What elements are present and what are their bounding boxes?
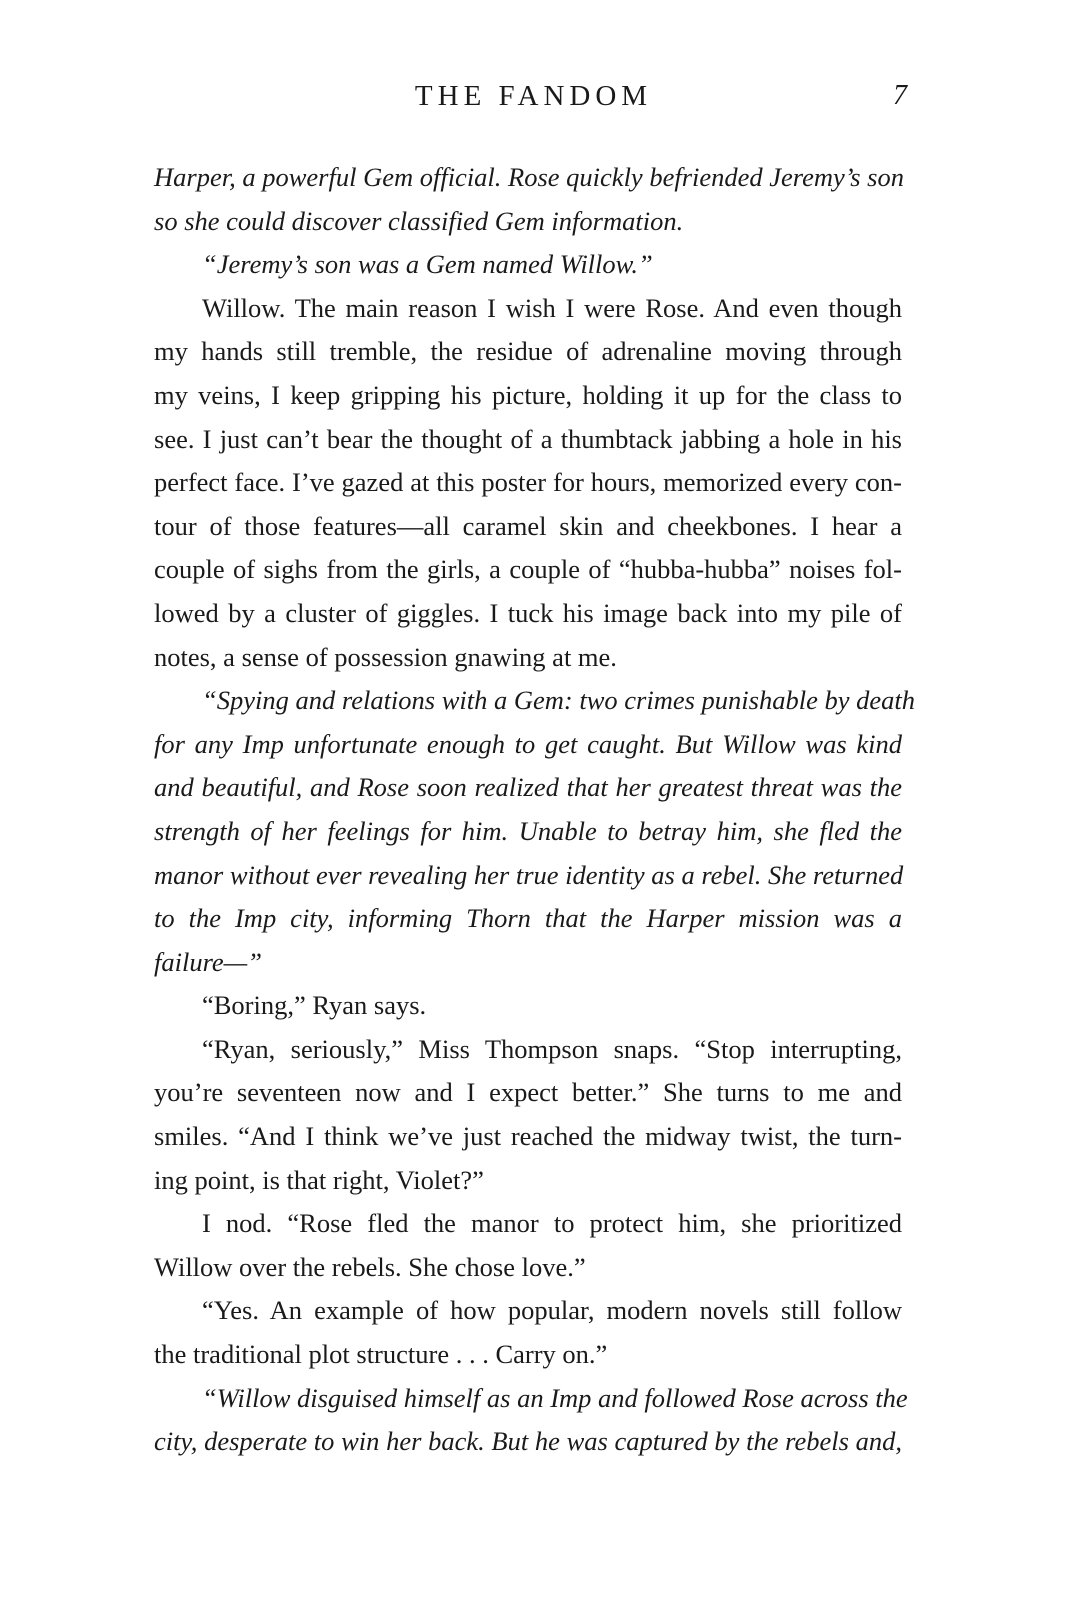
text-line: so she could discover classified Gem information. — [154, 205, 684, 236]
text-line: city, desperate to win her back. But he was captured by the rebels and, — [154, 1426, 902, 1457]
text-line: “Jeremy’s son was a Gem named Willow.” — [202, 249, 653, 280]
text-line: see. I just can’t bear the thought of a thumbtack jabbing a hole in his — [154, 423, 902, 454]
page-number: 7 — [893, 80, 907, 111]
text-line: “Yes. An example of how popular, modern novels still follow — [202, 1295, 902, 1326]
text-line: perfect face. I’ve gazed at this poster for hours, memorized every con- — [154, 467, 902, 498]
text-line: ing point, is that right, Violet?” — [154, 1164, 484, 1195]
text-line: lowed by a cluster of giggles. I tuck his image back into my pile of — [154, 597, 902, 628]
text-line: smiles. “And I think we’ve just reached the midway twist, the turn- — [154, 1121, 902, 1152]
text-line: manor without ever revealing her true identity as a rebel. She returned — [154, 859, 904, 890]
running-head-title: THE FANDOM — [414, 80, 653, 112]
text-line: my veins, I keep gripping his picture, holding it up for the class to — [154, 379, 902, 410]
body-text — [154, 156, 915, 1464]
text-line: “Spying and relations with a Gem: two crimes punishable by death — [202, 685, 915, 716]
text-line: for any Imp unfortunate enough to get caught. But Willow was kind — [154, 728, 902, 759]
text-line: I nod. “Rose fled the manor to protect him, she prioritized — [202, 1208, 902, 1239]
text-line: tour of those features—all caramel skin and cheekbones. I hear a — [154, 510, 902, 541]
running-head — [0, 76, 1067, 116]
text-line: Willow. The main reason I wish I were Rose. And even though — [202, 292, 902, 323]
text-line: my hands still tremble, the residue of adrenaline moving through — [154, 336, 902, 367]
text-line: Harper, a powerful Gem official. Rose quickly befriended Jeremy’s son — [154, 162, 904, 192]
text-line: “Willow disguised himself as an Imp and followed Rose across the — [202, 1382, 908, 1413]
text-line: couple of sighs from the girls, a couple of “hubba-hubba” noises fol- — [154, 554, 902, 585]
text-line: strength of her feelings for him. Unable to betray him, she fled the — [154, 815, 902, 846]
text-line: the traditional plot structure . . . Carry on.” — [154, 1339, 608, 1370]
text-line: Willow over the rebels. She chose love.” — [154, 1251, 586, 1282]
text-line: notes, a sense of possession gnawing at me. — [154, 641, 617, 672]
text-line: and beautiful, and Rose soon realized that her greatest threat was the — [154, 772, 902, 803]
text-line: “Ryan, seriously,” Miss Thompson snaps. “Stop interrupting, — [202, 1033, 902, 1064]
text-line: “Boring,” Ryan says. — [202, 990, 427, 1021]
text-line: you’re seventeen now and I expect better.” She turns to me and — [154, 1077, 902, 1108]
text-line: to the Imp city, informing Thorn that the Harper mission was a — [154, 903, 902, 934]
text-line: failure—” — [154, 946, 262, 977]
